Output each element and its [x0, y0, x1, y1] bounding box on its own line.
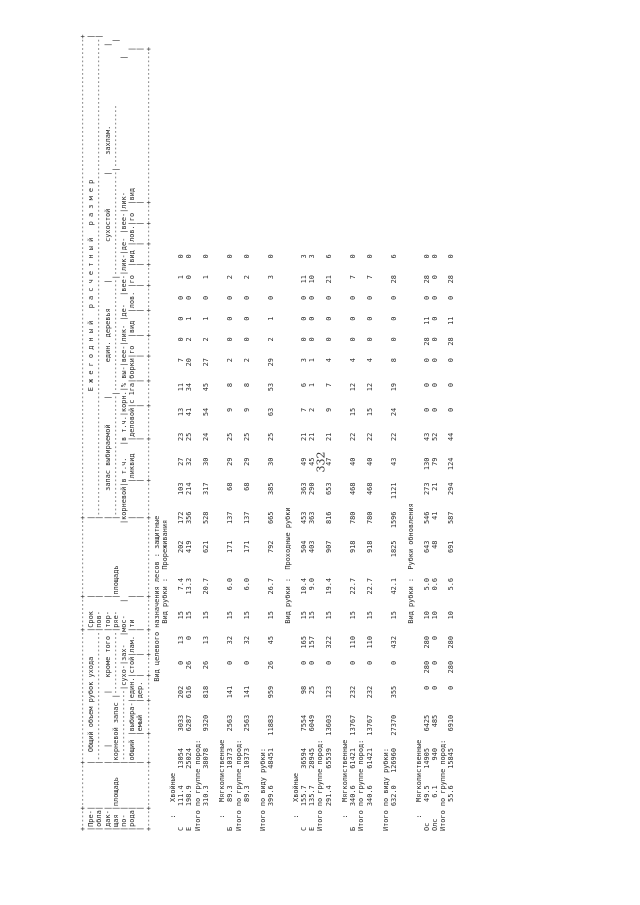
- table-line: [398, 73, 406, 831]
- table-line: Е 135.7 28945 6049 25 0 157 15 9.0 403 363 290 45 21 2 1 1 0 0 0 10 3: [308, 254, 317, 831]
- table-line: | | | |емый |дер. | | | | | | | | | | | | | | | | | |: [136, 46, 145, 831]
- rotated-forestry-table: [79, 34, 456, 831]
- table-line: 310.3 38078 9320 818 26 13 15 20.7 621 528 317 30 24 54 45 27 2 1 0 1 0: [201, 254, 210, 831]
- table-line: 632.0 126960 27370 355 0 432 15 42.1 1825 1596 1121 43 22 24 19 8 0 0 0 28 6: [390, 254, 399, 831]
- table-line: [333, 73, 341, 831]
- table-line: [276, 73, 284, 831]
- table-line: Вид рубки : Рубки обновления: [406, 503, 415, 831]
- table-line: С 155.7 36594 7554 98 0 165 15 10.4 504 453 363 49 21 7 6 3 0 0 0 11 3: [300, 254, 309, 831]
- table-line: Итого по группе пород:: [234, 739, 243, 831]
- table-line: Итого по виду рубки:: [259, 748, 268, 831]
- table-line: Итого по виду рубки:: [381, 748, 390, 831]
- table-line: 89.3 10373 2563 141 0 32 15 6.0 171 137 68 29 25 9 8 2 0 0 0 2 0: [242, 254, 251, 831]
- table-line: |Пре-| | Общий объем рубок ухода |Срок | | Е ж е г о д н ы й р а с ч е т н ы й р а з м е р |: [87, 34, 96, 831]
- table-line: : Мягколиственные: [414, 739, 423, 831]
- table-line: [251, 73, 259, 831]
- table-line: : Мягколиственные: [218, 739, 227, 831]
- table-line: |по- | |-----------------|сухо-|зах- |мос- | |корневой|в т.ч. |в т.ч.|корн.|% вы-|вее-|лик- |де- |вее-|лик-|де- |вее-|лик- |: [119, 55, 128, 831]
- table-line: Итого по группе пород:: [193, 739, 202, 831]
- table-line: : Хвойные: [291, 772, 300, 831]
- table-line: Ос 49.5 14905 6425 0 280 280 10 5.0 643 546 273 130 43 0 0 0 28 11 0 28 0: [422, 254, 431, 831]
- table-line: +----+----------+------+-------+-----+----+-----+-------+------------------+--------+---------+-------+-----+-----+----+-----+-----+----+----+----+----+------------------------------------+: [144, 46, 153, 831]
- table-line: Итого по группе пород:: [357, 739, 366, 831]
- table-line: 399.6 48451 11883 959 26 45 15 26.7 792 665 385 30 25 63 53 29 2 1 0 3 0: [267, 254, 276, 831]
- table-line: [210, 73, 218, 831]
- table-line: 291.4 65539 13603 123 0 322 15 19.4 907 816 653 47 21 9 7 4 0 0 0 21 6: [324, 254, 333, 831]
- table-line: Олс 6.1 940 485 0 0 0 10 0.6 48 41 21 79 52 0 0 0 0 0 0 0 0: [431, 254, 440, 831]
- table-line: Итого по группе пород:: [316, 739, 325, 831]
- table-line: 340.6 61421 13767 232 0 110 15 22.7 918 780 468 40 22 15 12 4 0 0 0 7 0: [365, 254, 374, 831]
- table-line: Итого по группе пород:: [439, 739, 448, 831]
- table-line: С 111.4 13054 3033 202 0 13 15 7.4 202 172 103 27 23 13 11 7 0 0 0 1 0: [177, 254, 186, 831]
- table-line: : Хвойные: [169, 772, 178, 831]
- table-line: |обла| |-------------------------------|пов- | |-------------------------------------------------------------------------------------------------------------------|: [95, 34, 104, 831]
- table-line: Вид рубки : Проходные рубки: [283, 507, 292, 831]
- table-line: Б 340.6 61421 13767 232 0 110 15 22.7 918 780 468 40 22 15 12 4 0 0 0 7 0: [349, 254, 358, 831]
- table-line: Вид рубки : Прореживания: [160, 519, 169, 831]
- table-line: |дак-| | | | кроме того |тор- | | запас выбираемой | един. деревья | сухостой | захлам. |: [103, 42, 112, 831]
- table-line: Б 89.3 10373 2563 141 0 32 15 6.0 171 137 68 29 25 9 8 2 0 0 0 2 0: [226, 254, 235, 831]
- table-line: Вид целевого назначения лесов : защитные: [152, 515, 161, 831]
- table-line: |рода| |общий |выбира-|един.|стой|лам. |ти | | |ликвид |деловой|с 1га|борки|го |вид |лов. |го |вид |лов.|го |вид |: [128, 46, 137, 831]
- page-number: 332: [314, 451, 328, 473]
- table-line: |щая |площадь |корневой запас |---------------|ряе- |площадь |-----------------------------|---------------------------|-------------------------|--------------- |: [111, 38, 120, 831]
- table-line: +----+----------+-------------------------------+-------+------------------+-------------------------------------------------------------------------------------------------------------------+: [79, 34, 87, 831]
- table-line: Е 198.9 25024 6287 616 26 0 15 13.3 419 356 214 32 25 41 34 20 2 1 0 0 0: [185, 254, 194, 831]
- table-line: [374, 73, 382, 831]
- table-line: 55.6 15845 6910 0 280 280 10 5.6 691 587 294 124 44 0 0 0 28 11 0 28 0: [447, 254, 456, 831]
- table-line: : Мягколиственные: [341, 739, 349, 831]
